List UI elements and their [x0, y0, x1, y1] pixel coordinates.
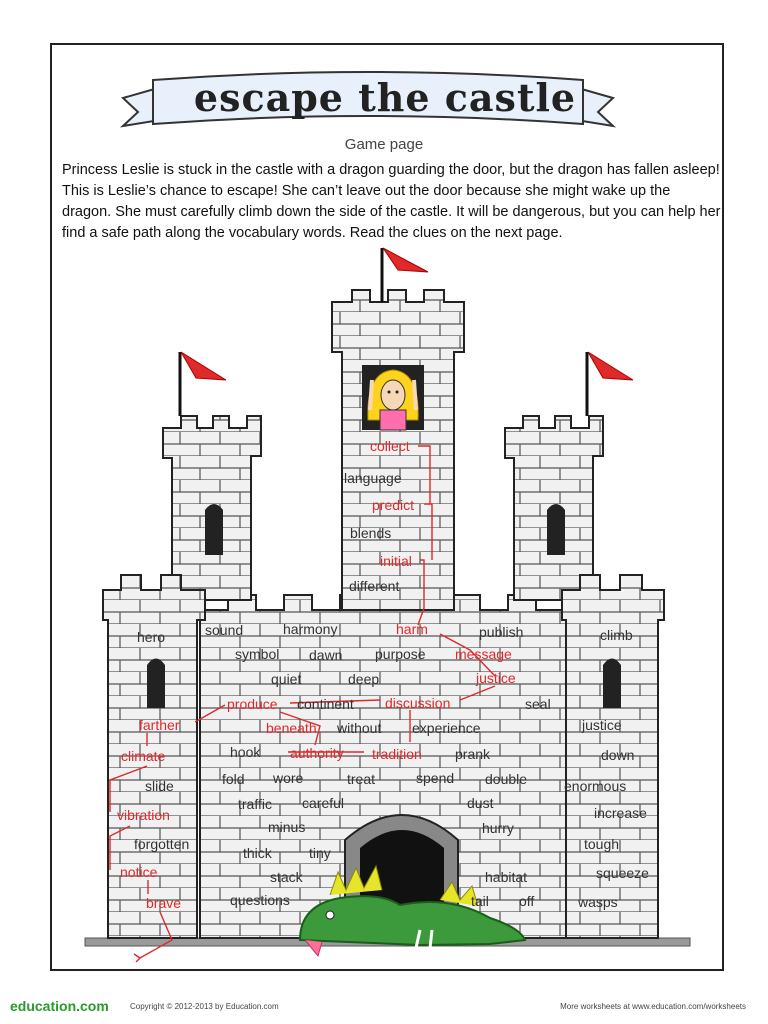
word-predict: predict: [372, 497, 415, 513]
page-subtitle: Game page: [344, 136, 424, 153]
flag-icon: [180, 352, 226, 416]
word-sound: sound: [205, 622, 244, 638]
word-seal: seal: [525, 696, 551, 712]
copyright-text: Copyright © 2012-2013 by Education.com: [130, 1002, 279, 1011]
word-produce: produce: [227, 696, 278, 712]
word-spend: spend: [416, 770, 455, 786]
word-hurry: hurry: [482, 820, 514, 836]
word-publish: publish: [479, 624, 524, 640]
word-tough: tough: [584, 836, 620, 852]
word-collect: collect: [370, 438, 410, 454]
word-traffic: traffic: [238, 796, 272, 812]
intro-paragraph: Princess Leslie is stuck in the castle with a dragon guarding the door, but the dragon has fallen asleep! This is Leslie’s chance to escape! She can’t leave out the door because she might wake up the dragon. She must carefully climb down the side of the castle. It will be dangerous, but you can help her find a safe path along the vocabulary words. Read the clues on the next page.: [62, 162, 721, 241]
word-double: double: [485, 771, 528, 787]
word-forgotten: forgotten: [134, 836, 190, 852]
word-squeeze: squeeze: [596, 865, 649, 881]
word-minus: minus: [268, 819, 306, 835]
word-discussion: discussion: [385, 695, 451, 711]
word-harm: harm: [396, 621, 428, 637]
word-slide: slide: [145, 778, 174, 794]
word-wore: wore: [273, 770, 304, 786]
word-message: message: [455, 646, 512, 662]
word-harmony: harmony: [283, 621, 338, 637]
word-purpose: purpose: [375, 646, 426, 662]
word-deep: deep: [348, 671, 380, 687]
word-initial: initial: [380, 553, 412, 569]
word-language: language: [344, 470, 402, 486]
word-increase: increase: [594, 805, 647, 821]
flag-icon: [587, 352, 633, 416]
word-wasps: wasps: [578, 894, 618, 910]
word-tail: tail: [471, 893, 489, 909]
word-tiny: tiny: [309, 845, 331, 861]
word-off: off: [519, 893, 535, 909]
more-worksheets-link[interactable]: More worksheets at www.education.com/worksheets: [560, 1002, 746, 1011]
word-down: down: [601, 747, 635, 763]
word-dawn: dawn: [309, 647, 343, 663]
word-farther: farther: [139, 717, 180, 733]
word-blends: blends: [350, 525, 392, 541]
word-climate: climate: [121, 748, 166, 764]
word-habitat: habitat: [485, 869, 528, 885]
word-prank: prank: [455, 746, 491, 762]
word-stack: stack: [270, 869, 303, 885]
word-thick: thick: [243, 845, 272, 861]
right-back-tower: [505, 416, 603, 600]
word-dust: dust: [467, 795, 494, 811]
word-fold: fold: [222, 771, 245, 787]
word-different: different: [349, 578, 400, 594]
word-symbol: symbol: [235, 646, 280, 662]
left-back-tower: [163, 416, 261, 600]
word-quiet: quiet: [271, 671, 302, 687]
word-notice: notice: [120, 864, 158, 880]
word-treat: treat: [347, 771, 376, 787]
page-title: escape the castle: [193, 75, 577, 120]
word-without: without: [337, 720, 382, 736]
word-authority: authority: [290, 745, 344, 761]
word-climb: climb: [600, 627, 633, 643]
word-justice: justice: [476, 670, 516, 686]
word-justice-right: justice: [582, 717, 622, 733]
word-tradition: tradition: [372, 746, 422, 762]
word-experience: experience: [412, 720, 481, 736]
word-enormous: enormous: [564, 778, 627, 794]
word-brave: brave: [146, 895, 182, 911]
word-continent: continent: [297, 696, 354, 712]
word-questions: questions: [230, 892, 290, 908]
education-logo[interactable]: education.com: [10, 998, 109, 1014]
word-hero: hero: [137, 629, 166, 645]
word-careful: careful: [302, 795, 345, 811]
word-beneath: beneath: [266, 720, 317, 736]
word-vibration: vibration: [117, 807, 170, 823]
word-hook: hook: [230, 744, 261, 760]
